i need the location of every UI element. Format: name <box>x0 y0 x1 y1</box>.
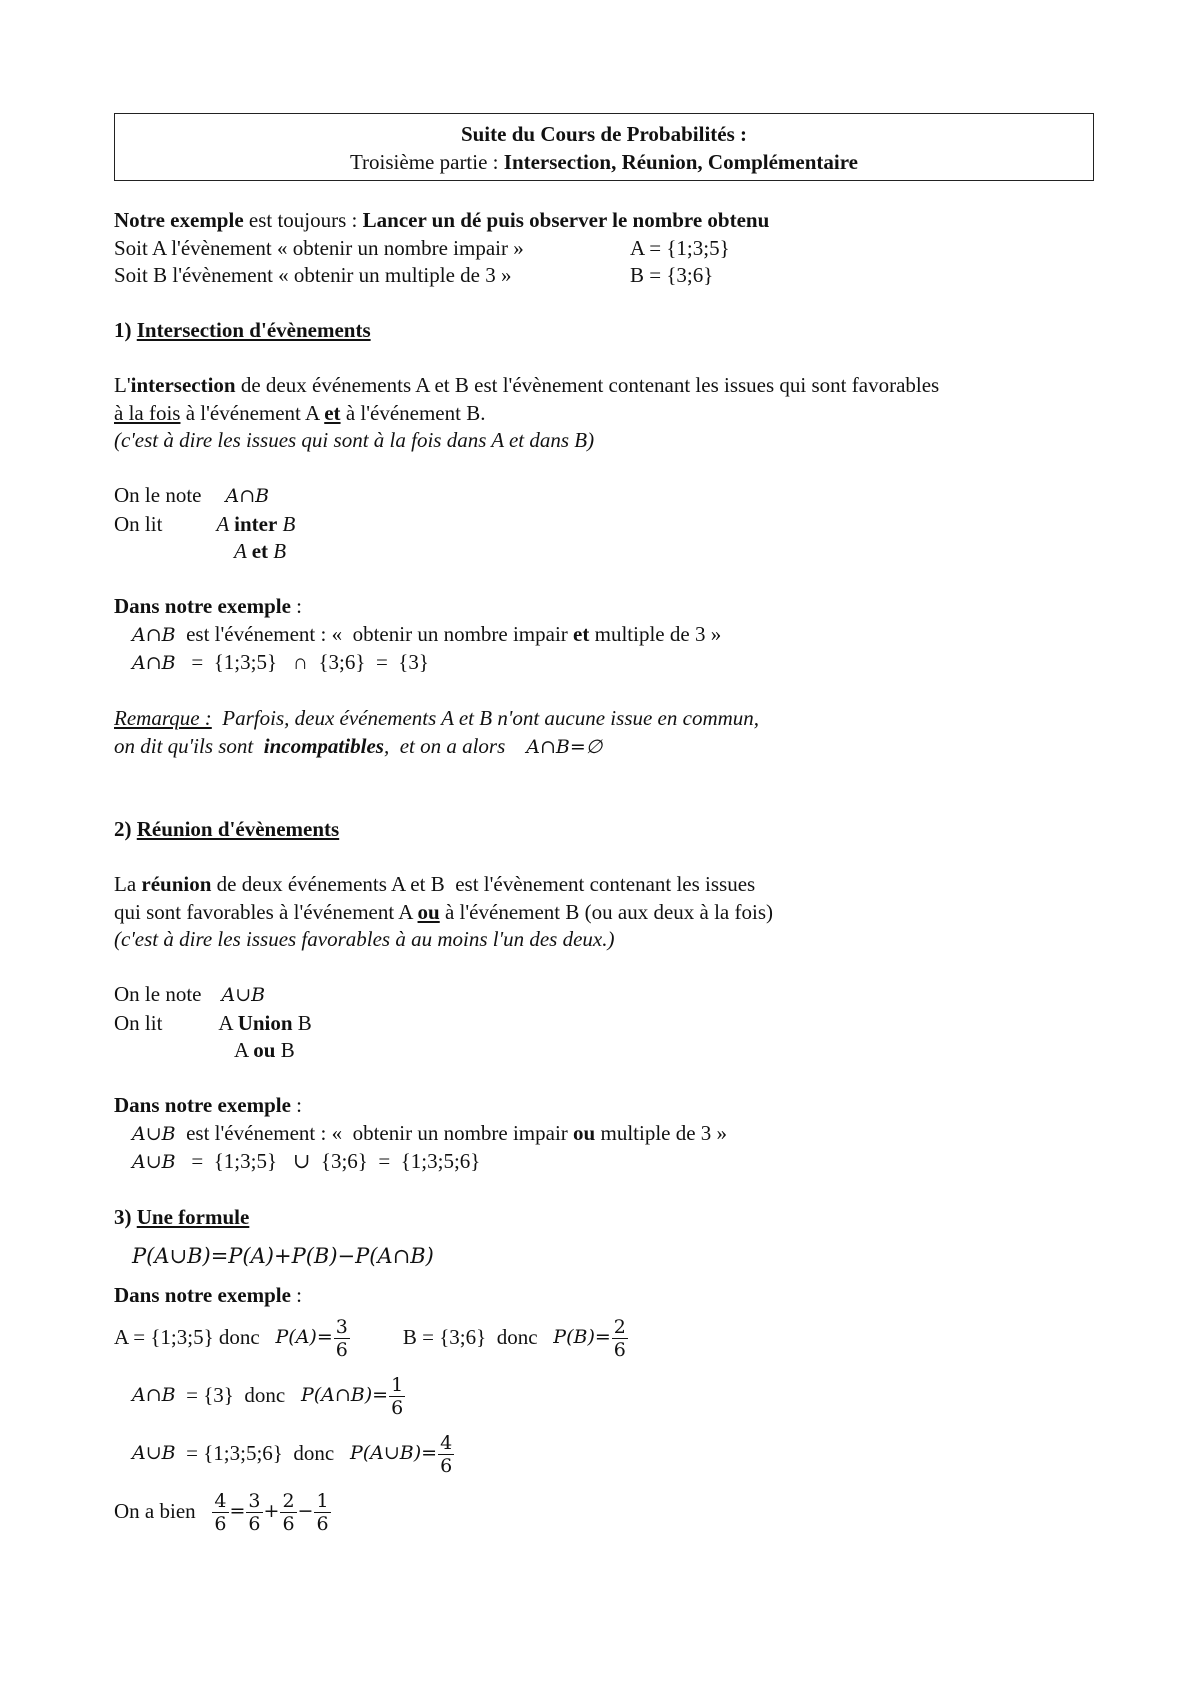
s1-definition-2: à la fois à l'événement A et à l'événement B. <box>114 400 486 425</box>
s2-example-1: A∪B est l'événement : « obtenir un nombre impair ou multiple de 3 » <box>132 1120 728 1145</box>
fraction: $\frac{4}{6}$ <box>440 1431 453 1477</box>
s1-remark-2: on dit qu'ils sont incompatibles, et on a alors A∩B=∅ <box>114 733 603 758</box>
fraction: $\frac{3}{6}$ <box>248 1489 261 1535</box>
s1-example-1: A∩B est l'événement : « obtenir un nombre impair et multiple de 3 » <box>132 621 722 646</box>
fraction: $\frac{2}{6}$ <box>613 1315 626 1361</box>
course-subtitle: Troisième partie : Intersection, Réunion, Complémentaire <box>349 150 859 174</box>
fraction: $\frac{2}{6}$ <box>282 1489 295 1535</box>
s1-reading-2: A et B <box>234 539 287 563</box>
s2-definition: La réunion de deux événements A et B est l'évènement contenant les issues <box>114 872 756 896</box>
s3-row-2: A∩B = {3} donc P(A∩B)= $\frac{1}{6}$ <box>132 1373 404 1419</box>
section-2-heading: 2) Réunion d'évènements <box>114 817 340 841</box>
course-page <box>114 113 1094 1541</box>
fraction: $\frac{1}{6}$ <box>391 1373 404 1419</box>
s2-definition-3: (c'est à dire les issues favorables à au moins l'un des deux.) <box>114 927 615 951</box>
s3-row-1: A = {1;3;5} donc P(A)= $\frac{3}{6}$ B = {3;6} donc P(B)= $\frac{2}{6}$ <box>114 1315 626 1361</box>
fraction: $\frac{1}{6}$ <box>316 1489 329 1535</box>
intro-line: Notre exemple est toujours : Lancer un dé puis observer le nombre obtenu <box>114 208 770 232</box>
s2-reading-1: On lit A Union B <box>114 1010 312 1035</box>
s2-example-title: Dans notre exemple : <box>114 1093 303 1117</box>
s2-example-2: A∪B = {1;3;5} ∪ {3;6} = {1;3;5;6} <box>132 1149 481 1173</box>
s1-definition: L'intersection de deux événements A et B est l'évènement contenant les issues qui sont favorables <box>114 373 940 397</box>
s1-definition-3: (c'est à dire les issues qui sont à la fois dans A et dans B) <box>114 428 595 452</box>
fraction: $\frac{3}{6}$ <box>335 1315 348 1361</box>
s1-reading-1: On lit A inter B <box>114 511 296 536</box>
formula: P(A∪B)=P(A)+P(B)−P(A∩B) <box>132 1243 434 1268</box>
s1-remark: Remarque : Parfois, deux événements A et B n'ont aucune issue en commun, <box>114 706 760 730</box>
s2-definition-2: qui sont favorables à l'événement A ou à l'événement B (ou aux deux à la fois) <box>114 899 773 924</box>
s1-example-title: Dans notre exemple : <box>114 594 303 618</box>
s1-example-2: A∩B = {1;3;5} ∩ {3;6} = {3} <box>132 650 429 674</box>
event-b-line: Soit B l'évènement « obtenir un multiple de 3 » B = {3;6} <box>114 263 714 287</box>
s2-notation: On le note A∪B <box>114 982 266 1006</box>
event-a-line: Soit A l'évènement « obtenir un nombre impair » A = {1;3;5} <box>114 235 730 260</box>
course-title: Suite du Cours de Probabilités : <box>460 122 748 146</box>
section-1-heading: 1) Intersection d'évènements <box>114 318 371 342</box>
s3-row-3: A∪B = {1;3;5;6} donc P(A∪B)= $\frac{4}{6}$ <box>132 1431 453 1477</box>
s3-example-title: Dans notre exemple : <box>114 1282 303 1307</box>
fraction: $\frac{4}{6}$ <box>214 1489 227 1535</box>
s3-row-4: On a bien $\frac{4}{6}$ = $\frac{3}{6}$ + $\frac{2}{6}$ − $\frac{1}{6}$ <box>114 1489 329 1535</box>
s1-notation: On le note A∩B <box>114 483 270 507</box>
title-box <box>114 113 1094 181</box>
section-3-heading: 3) Une formule <box>114 1205 250 1229</box>
s2-reading-2: A ou B <box>234 1038 295 1062</box>
